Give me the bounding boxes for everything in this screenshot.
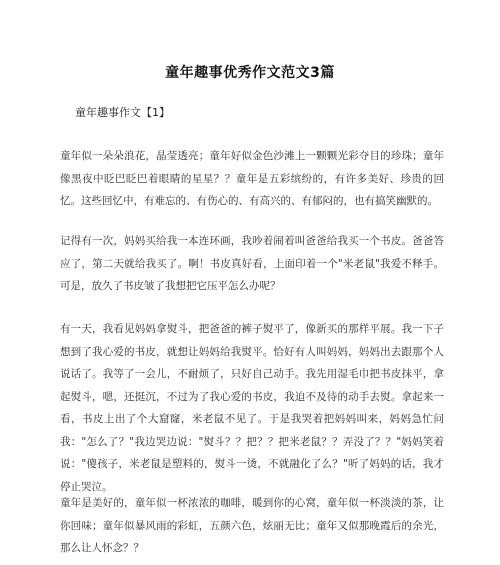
- paragraph-2: 记得有一次，妈妈买给我一本连环画，我吵着闹着叫爸爸给我买一个书皮。爸爸答应了，第二天就给我买了。啊！书皮真好看，上面印着一个"米老鼠"我爱不释手。可是，放久了书皮皱了我想把它压平怎么办呢？: [60, 235, 444, 292]
- paragraph-1: 童年似一朵朵浪花，晶莹透亮；童年好似金色沙滩上一颗颗光彩夺目的珍珠；童年像黑夜中眨巴眨巴着眼睛的星星？？童年是五彩缤纷的，有许多美好、珍贵的回忆。这些回忆中，有难忘的、有伤心的、有高兴的、有郁闷的，也有搞笑幽默的。: [60, 150, 444, 207]
- section-heading: 童年趣事作文【1】: [75, 106, 170, 119]
- paragraph-3: 有一天，我看见妈妈拿熨斗，把爸爸的裤子熨平了，像新买的那样平展。我一下子想到了我心爱的书皮，就想让妈妈给我熨平。恰好有人叫妈妈，妈妈出去跟那个人说话了。我等了一会儿，不耐烦了，只好自己动手。我先用湿毛巾把书皮抹平，拿起熨斗，嗯，还挺沉，不过为了我心爱的书皮，我迫不及待的动手去熨。拿起来一看，书皮上出了个大窟窿，米老鼠不见了。于是我哭着把妈妈叫来，妈妈急忙问我："怎么了？"我边哭边说："熨斗？？把？？把米老鼠？？弄没了？？"妈妈笑着说："傻孩子，米老鼠是塑料的，熨斗一烫，不就融化了么？"听了妈妈的话，我才停止哭泣。: [60, 323, 444, 493]
- paragraph-4: 童年是美好的，童年似一杯浓浓的咖啡，暖到你的心窝，童年似一杯淡淡的茶，让你回味；童年似暴风雨的彩虹，五颜六色，炫丽无比；童年又似那晚霞后的余光，那么让人怀念？？: [60, 497, 444, 554]
- document-title: 童年趣事优秀作文范文3篇: [165, 65, 335, 81]
